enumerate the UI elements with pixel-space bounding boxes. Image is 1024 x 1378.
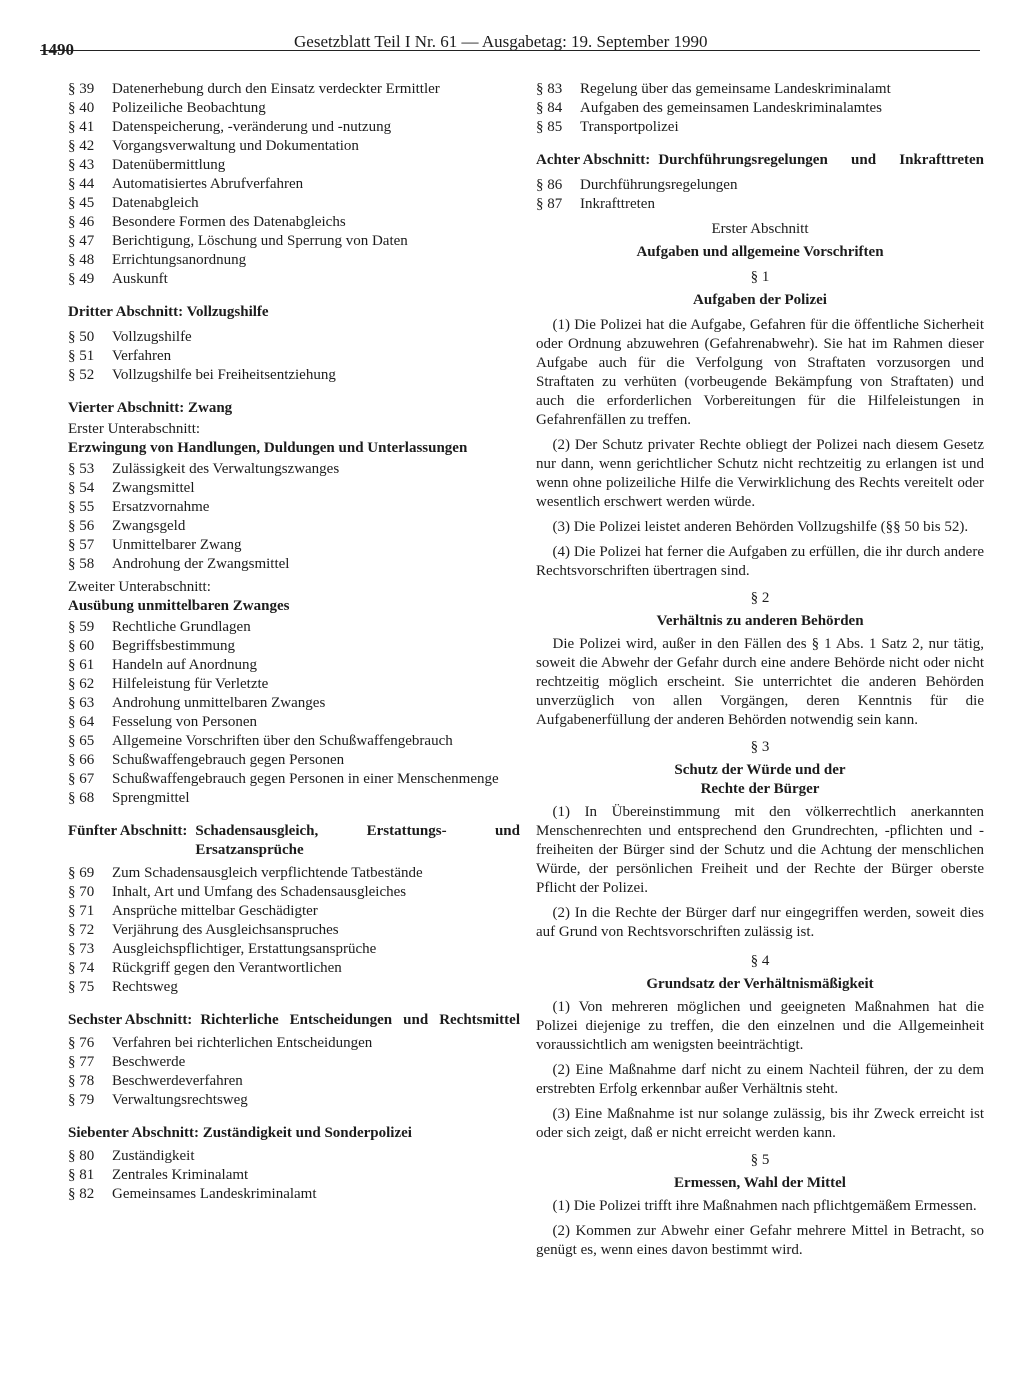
toc-entry bbox=[68, 1185, 520, 1204]
toc-list bbox=[68, 80, 520, 289]
toc-entry-number: § 77 bbox=[68, 1054, 95, 1070]
toc-entry-number: § 59 bbox=[68, 619, 95, 635]
section-label: Sechster Abschnitt: bbox=[68, 1012, 193, 1028]
toc-entry bbox=[68, 479, 520, 498]
toc-entry bbox=[68, 232, 520, 251]
toc-entry-title: Schußwaffengebrauch gegen Personen bbox=[112, 752, 345, 768]
toc-entry-number: § 50 bbox=[68, 329, 95, 345]
toc-entry-title: Rückgriff gegen den Verantwortlichen bbox=[112, 960, 342, 976]
paragraph-body bbox=[536, 635, 984, 730]
page-number: 1490 bbox=[40, 40, 74, 59]
toc-entry bbox=[68, 1072, 520, 1091]
toc-entry-title: Regelung über das gemeinsame Landeskriminalamt bbox=[580, 81, 891, 97]
part-title: Aufgaben und allgemeine Vorschriften bbox=[636, 244, 884, 260]
paragraph-number: § 4 bbox=[750, 953, 770, 969]
toc-entry-number: § 51 bbox=[68, 348, 95, 364]
toc-entry bbox=[68, 883, 520, 902]
paragraph-title: Ermessen, Wahl der Mittel bbox=[674, 1175, 846, 1191]
toc-entry-title: Transportpolizei bbox=[580, 119, 679, 135]
paragraph-title: Verhältnis zu anderen Behörden bbox=[656, 613, 864, 629]
body-paragraph: (2) Der Schutz privater Rechte obliegt der Polizei nach diesem Gesetz nur dann, wenn gerichtlicher Schutz nicht rechtzeitig zu erlangen ist und wenn ohne polizeiliche Hilfe die Verwirklichung des Rechts vereitelt oder wesentlich erschwert werden würde. bbox=[536, 437, 984, 510]
toc-entry-title: Besondere Formen des Datenabgleichs bbox=[112, 214, 346, 230]
toc-entry-number: § 43 bbox=[68, 157, 95, 173]
toc-entry-title: Verwaltungsrechtsweg bbox=[112, 1092, 248, 1108]
paragraph-number: § 5 bbox=[750, 1152, 770, 1168]
section-label: Achter Abschnitt: bbox=[536, 152, 651, 168]
body-paragraph: (3) Eine Maßnahme ist nur solange zulässig, bis ihr Zweck erreicht ist oder sich zeigt, daß er nicht erreicht werden kann. bbox=[536, 1106, 984, 1141]
toc-entry bbox=[536, 176, 984, 195]
toc-entry-title: Datenspeicherung, -veränderung und -nutzung bbox=[112, 119, 392, 135]
toc-entry-number: § 53 bbox=[68, 461, 95, 477]
toc-entry-title: Vollzugshilfe bei Freiheitsentziehung bbox=[112, 367, 336, 383]
toc-entry bbox=[68, 789, 520, 808]
toc-entry bbox=[68, 940, 520, 959]
toc-entry-number: § 84 bbox=[536, 100, 563, 116]
toc-entry bbox=[68, 366, 520, 385]
toc-entry bbox=[68, 713, 520, 732]
toc-entry bbox=[68, 732, 520, 751]
toc-list bbox=[68, 328, 520, 385]
paragraph-body bbox=[536, 1197, 984, 1260]
toc-entry-number: § 69 bbox=[68, 865, 95, 881]
section-label: Fünfter Abschnitt: bbox=[68, 823, 188, 839]
toc-entry bbox=[68, 694, 520, 713]
toc-entry bbox=[68, 536, 520, 555]
section-title: Durchführungsregelungen und Inkrafttreten bbox=[658, 152, 984, 168]
toc-entry-number: § 72 bbox=[68, 922, 95, 938]
paragraph-number: § 3 bbox=[750, 739, 770, 755]
body-paragraph: (1) In Übereinstimmung mit den völkerrechtlich anerkannten Menschenrechten und entsprechend den Grundrechten, -pflichten und -freiheiten der Bürger sind der Schutz und die Achtung der menschlichen Würde, der persönlichen Freiheit und der Rechte der Bürger oberste Pflicht der Polizei. bbox=[536, 804, 984, 896]
toc-entry bbox=[68, 675, 520, 694]
toc-entry-title: Allgemeine Vorschriften über den Schußwaffengebrauch bbox=[112, 733, 453, 749]
paragraph-title: Rechte der Bürger bbox=[700, 781, 820, 797]
toc-entry-title: Rechtliche Grundlagen bbox=[112, 619, 251, 635]
toc-entry bbox=[68, 618, 520, 637]
section-heading bbox=[68, 822, 520, 860]
toc-entry-title: Schußwaffengebrauch gegen Personen in einer Menschenmenge bbox=[112, 771, 499, 787]
toc-entry-number: § 45 bbox=[68, 195, 95, 211]
toc-entry-number: § 54 bbox=[68, 480, 95, 496]
toc-list bbox=[536, 176, 984, 214]
toc-entry-number: § 76 bbox=[68, 1035, 95, 1051]
toc-entry-number: § 42 bbox=[68, 138, 95, 154]
subsection-title: Erzwingung von Handlungen, Duldungen und Unterlassungen bbox=[68, 440, 468, 456]
toc-entry bbox=[68, 118, 520, 137]
toc-entry-number: § 61 bbox=[68, 657, 95, 673]
body-paragraph: (4) Die Polizei hat ferner die Aufgaben zu erfüllen, die ihr durch andere Rechtsvorschriften übertragen sind. bbox=[536, 544, 984, 579]
toc-entry-number: § 81 bbox=[68, 1167, 95, 1183]
section-heading: Dritter Abschnitt: Vollzugshilfe bbox=[68, 304, 269, 320]
left-column bbox=[68, 80, 520, 1204]
section-heading bbox=[536, 151, 984, 170]
toc-entry-title: Ausgleichspflichtiger, Erstattungsansprüche bbox=[112, 941, 377, 957]
header-rule bbox=[40, 50, 980, 51]
toc-entry bbox=[536, 195, 984, 214]
toc-entry-number: § 80 bbox=[68, 1148, 95, 1164]
toc-entry bbox=[536, 99, 984, 118]
paragraph-number: § 2 bbox=[750, 590, 770, 606]
body-paragraph: (1) Die Polizei hat die Aufgabe, Gefahren für die öffentliche Sicherheit oder Ordnung abzuwehren (Gefahrenabwehr). Sie hat im Rahmen dieser Aufgabe auch für die Verfolgung von Straftaten vorzusorgen und Straftaten zu verhüten (vorbeugende Bekämpfung von Straftaten) und auch die erforderlichen Vorbereitungen für die Hilfeleistungen in Gefahrenfällen zu treffen. bbox=[536, 317, 984, 428]
toc-entry-title: Zulässigkeit des Verwaltungszwanges bbox=[112, 461, 340, 477]
toc-entry-number: § 39 bbox=[68, 81, 95, 97]
toc-entry-title: Vorgangsverwaltung und Dokumentation bbox=[112, 138, 359, 154]
toc-list bbox=[68, 618, 520, 808]
toc-entry-title: Datenerhebung durch den Einsatz verdeckter Ermittler bbox=[112, 81, 440, 97]
toc-entry-number: § 57 bbox=[68, 537, 95, 553]
toc-entry-title: Auskunft bbox=[112, 271, 168, 287]
paragraph-title: Grundsatz der Verhältnismäßigkeit bbox=[646, 976, 874, 992]
body-paragraph: (3) Die Polizei leistet anderen Behörden Vollzugshilfe (§§ 50 bis 52). bbox=[552, 519, 969, 535]
toc-entry-number: § 66 bbox=[68, 752, 95, 768]
toc-entry-number: § 75 bbox=[68, 979, 95, 995]
toc-entry-number: § 48 bbox=[68, 252, 95, 268]
toc-entry-title: Androhung unmittelbaren Zwanges bbox=[112, 695, 326, 711]
toc-entry bbox=[68, 156, 520, 175]
section-heading bbox=[68, 1011, 520, 1030]
toc-entry-number: § 71 bbox=[68, 903, 95, 919]
toc-entry-number: § 41 bbox=[68, 119, 95, 135]
toc-entry-title: Verfahren bbox=[112, 348, 172, 364]
toc-entry-number: § 79 bbox=[68, 1092, 95, 1108]
toc-entry bbox=[68, 637, 520, 656]
right-column bbox=[536, 80, 984, 1260]
toc-entry-number: § 62 bbox=[68, 676, 95, 692]
toc-entry-number: § 55 bbox=[68, 499, 95, 515]
toc-entry-number: § 64 bbox=[68, 714, 95, 730]
toc-entry bbox=[68, 99, 520, 118]
toc-entry-number: § 46 bbox=[68, 214, 95, 230]
toc-entry-number: § 44 bbox=[68, 176, 95, 192]
toc-entry-title: Ansprüche mittelbar Geschädigter bbox=[112, 903, 318, 919]
toc-list bbox=[536, 80, 984, 137]
toc-entry-title: Datenabgleich bbox=[112, 195, 199, 211]
toc-entry-number: § 67 bbox=[68, 771, 95, 787]
toc-entry-number: § 73 bbox=[68, 941, 95, 957]
section-heading: Vierter Abschnitt: Zwang bbox=[68, 400, 233, 416]
toc-entry-number: § 85 bbox=[536, 119, 563, 135]
toc-entry-number: § 65 bbox=[68, 733, 95, 749]
toc-entry-title: Zum Schadensausgleich verpflichtende Tatbestände bbox=[112, 865, 423, 881]
toc-entry bbox=[68, 498, 520, 517]
toc-entry-title: Beschwerdeverfahren bbox=[112, 1073, 243, 1089]
toc-entry bbox=[68, 194, 520, 213]
toc-entry-title: Ersatzvornahme bbox=[112, 499, 210, 515]
toc-entry bbox=[536, 80, 984, 99]
paragraph-number: § 1 bbox=[750, 269, 770, 285]
toc-entry-number: § 60 bbox=[68, 638, 95, 654]
toc-entry bbox=[68, 1053, 520, 1072]
section-heading: Siebenter Abschnitt: Zuständigkeit und Sonderpolizei bbox=[68, 1125, 412, 1141]
body-paragraph: (2) Eine Maßnahme darf nicht zu einem Nachteil führen, der zu dem erstrebten Erfolg erkennbar außer Verhältnis steht. bbox=[536, 1062, 984, 1097]
page-header bbox=[0, 0, 1024, 60]
body-paragraph: (1) Von mehreren möglichen und geeigneten Maßnahmen hat die Polizei diejenige zu treffen, die den einzelnen und die Allgemeinheit voraussichtlich am wenigsten beeinträchtigt. bbox=[536, 999, 984, 1053]
paragraph-body bbox=[536, 316, 984, 581]
paragraph-body bbox=[536, 998, 984, 1143]
toc-entry-title: Berichtigung, Löschung und Sperrung von Daten bbox=[112, 233, 408, 249]
toc-entry bbox=[68, 902, 520, 921]
toc-entry-title: Sprengmittel bbox=[112, 790, 190, 806]
toc-entry-title: Gemeinsames Landeskriminalamt bbox=[112, 1186, 317, 1202]
toc-list bbox=[68, 460, 520, 574]
toc-entry-number: § 87 bbox=[536, 196, 563, 212]
toc-entry bbox=[68, 978, 520, 997]
subsection-title: Ausübung unmittelbaren Zwanges bbox=[68, 598, 290, 614]
toc-entry bbox=[68, 1166, 520, 1185]
toc-entry-title: Androhung der Zwangsmittel bbox=[112, 556, 290, 572]
section-title: Schadensausgleich, Erstattungs- und Ersatzansprüche bbox=[195, 823, 520, 858]
toc-entry-title: Zwangsgeld bbox=[112, 518, 186, 534]
toc-entry bbox=[68, 80, 520, 99]
paragraph-body bbox=[536, 803, 984, 942]
toc-entry-title: Datenübermittlung bbox=[112, 157, 226, 173]
toc-entry-title: Begriffsbestimmung bbox=[112, 638, 236, 654]
toc-entry bbox=[68, 959, 520, 978]
toc-list bbox=[68, 864, 520, 997]
toc-entry bbox=[536, 118, 984, 137]
toc-entry bbox=[68, 460, 520, 479]
toc-entry-title: Verfahren bei richterlichen Entscheidungen bbox=[112, 1035, 373, 1051]
toc-entry bbox=[68, 770, 520, 789]
toc-entry-title: Aufgaben des gemeinsamen Landeskriminalamtes bbox=[580, 100, 882, 116]
toc-entry-number: § 74 bbox=[68, 960, 95, 976]
toc-entry bbox=[68, 921, 520, 940]
toc-entry-title: Automatisiertes Abrufverfahren bbox=[112, 176, 304, 192]
toc-entry-title: Vollzugshilfe bbox=[112, 329, 192, 345]
toc-entry-title: Inhalt, Art und Umfang des Schadensausgleiches bbox=[112, 884, 407, 900]
toc-entry-title: Handeln auf Anordnung bbox=[112, 657, 257, 673]
toc-entry bbox=[68, 175, 520, 194]
paragraph-title: Aufgaben der Polizei bbox=[693, 292, 827, 308]
section-title: Richterliche Entscheidungen und Rechtsmittel bbox=[200, 1012, 520, 1028]
toc-entry bbox=[68, 251, 520, 270]
toc-entry-title: Inkrafttreten bbox=[580, 196, 655, 212]
toc-entry bbox=[68, 1034, 520, 1053]
toc-list bbox=[68, 1034, 520, 1110]
toc-entry-number: § 58 bbox=[68, 556, 95, 572]
toc-entry-number: § 70 bbox=[68, 884, 95, 900]
part-heading: Erster Abschnitt bbox=[711, 221, 809, 237]
toc-entry bbox=[68, 864, 520, 883]
toc-entry bbox=[68, 751, 520, 770]
running-title: Gesetzblatt Teil I Nr. 61 — Ausgabetag: 19. September 1990 bbox=[294, 32, 708, 51]
toc-entry-title: Polizeiliche Beobachtung bbox=[112, 100, 266, 116]
toc-entry-title: Durchführungsregelungen bbox=[580, 177, 738, 193]
toc-list bbox=[68, 1147, 520, 1204]
toc-entry bbox=[68, 1091, 520, 1110]
toc-entry-title: Zentrales Kriminalamt bbox=[112, 1167, 249, 1183]
toc-entry-title: Hilfeleistung für Verletzte bbox=[112, 676, 269, 692]
toc-entry-number: § 47 bbox=[68, 233, 95, 249]
toc-entry-number: § 78 bbox=[68, 1073, 95, 1089]
toc-entry bbox=[68, 555, 520, 574]
subsection-label: Zweiter Unterabschnitt: bbox=[68, 579, 211, 595]
body-paragraph: (2) In die Rechte der Bürger darf nur eingegriffen werden, soweit dies auf Grund von Rechtsvorschriften zulässig ist. bbox=[536, 905, 984, 940]
toc-entry-title: Zuständigkeit bbox=[112, 1148, 195, 1164]
toc-entry bbox=[68, 1147, 520, 1166]
toc-entry-title: Verjährung des Ausgleichsanspruches bbox=[112, 922, 339, 938]
toc-entry bbox=[68, 656, 520, 675]
toc-entry-title: Unmittelbarer Zwang bbox=[112, 537, 242, 553]
toc-entry-number: § 86 bbox=[536, 177, 563, 193]
toc-entry bbox=[68, 517, 520, 536]
toc-entry bbox=[68, 137, 520, 156]
subsection-label: Erster Unterabschnitt: bbox=[68, 421, 201, 437]
paragraph-title: Schutz der Würde und der bbox=[674, 762, 846, 778]
toc-entry-number: § 52 bbox=[68, 367, 95, 383]
toc-entry-number: § 68 bbox=[68, 790, 95, 806]
toc-entry-number: § 82 bbox=[68, 1186, 95, 1202]
toc-entry bbox=[68, 347, 520, 366]
toc-entry bbox=[68, 328, 520, 347]
toc-entry-title: Beschwerde bbox=[112, 1054, 186, 1070]
toc-entry-number: § 56 bbox=[68, 518, 95, 534]
toc-entry-number: § 49 bbox=[68, 271, 95, 287]
toc-entry-number: § 40 bbox=[68, 100, 95, 116]
toc-entry bbox=[68, 213, 520, 232]
body-paragraph: (2) Kommen zur Abwehr einer Gefahr mehrere Mittel in Betracht, so genügt es, wenn eines davon bestimmt wird. bbox=[536, 1223, 984, 1258]
body-paragraph: (1) Die Polizei trifft ihre Maßnahmen nach pflichtgemäßem Ermessen. bbox=[552, 1198, 977, 1214]
toc-entry-number: § 83 bbox=[536, 81, 563, 97]
toc-entry-title: Zwangsmittel bbox=[112, 480, 195, 496]
toc-entry-title: Errichtungsanordnung bbox=[112, 252, 247, 268]
toc-entry-title: Rechtsweg bbox=[112, 979, 178, 995]
toc-entry-title: Fesselung von Personen bbox=[112, 714, 257, 730]
toc-entry-number: § 63 bbox=[68, 695, 95, 711]
body-paragraph: Die Polizei wird, außer in den Fällen des § 1 Abs. 1 Satz 2, nur tätig, soweit die Abwehr der Gefahr durch eine andere Behörde nicht oder nicht rechtzeitig möglich erscheint. Sie unterrichtet die anderen Behörden unverzüglich von allen Vorgängen, deren Kenntnis für die Aufgabenerfüllung der anderen Behörden notwendig sein kann. bbox=[536, 636, 984, 728]
toc-entry bbox=[68, 270, 520, 289]
